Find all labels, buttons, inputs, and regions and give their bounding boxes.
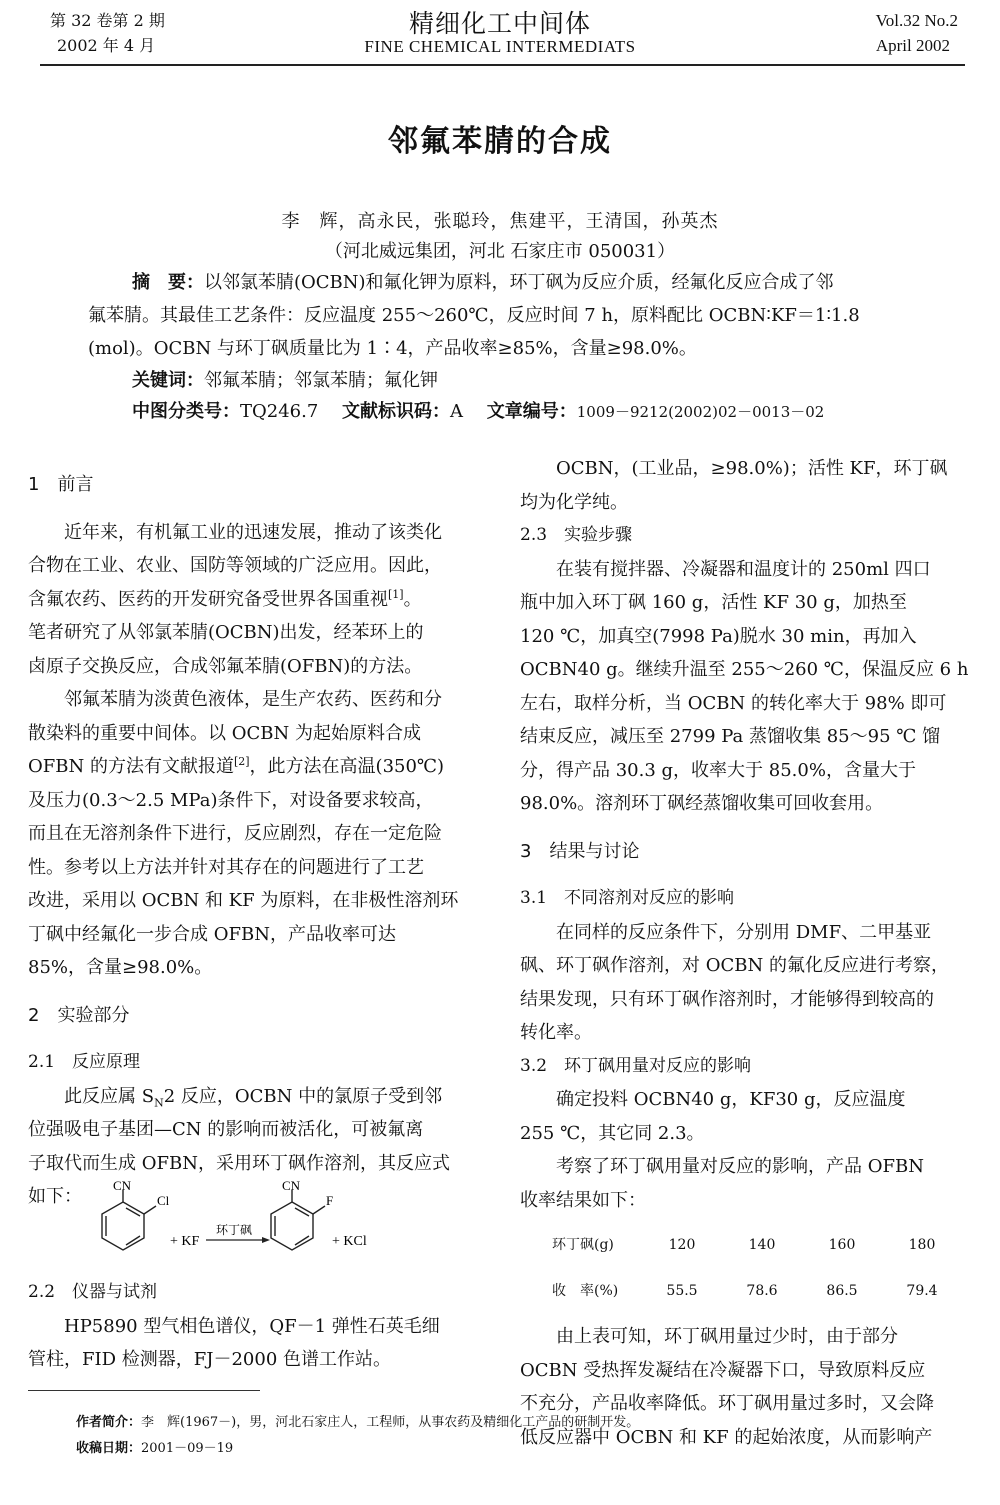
- volume-issue-en: Vol.32 No.2: [875, 11, 958, 30]
- paper-title: 邻氟苯腈的合成: [388, 124, 612, 159]
- plus-kf-label: + KF: [170, 1234, 200, 1249]
- classification: [132, 395, 824, 429]
- text-line: 由上表可知，环丁砜用量过少时，由于部分: [556, 1326, 898, 1347]
- cn-label: CN: [282, 1178, 301, 1193]
- subsection-heading: 2.2 仪器与试剂: [28, 1282, 158, 1302]
- table-cell: 120: [668, 1237, 696, 1253]
- abstract: [88, 266, 928, 365]
- text-line: [28, 583, 480, 617]
- text-line: 分，得产品 30.3 g，收率大于 85.0%，含量大于: [520, 759, 916, 781]
- article-no-value: 1009－9212(2002)02－0013－02: [576, 403, 825, 421]
- section-heading: 3 结果与讨论: [520, 840, 640, 862]
- abstract-label: 摘 要：: [132, 272, 204, 293]
- text-line: 管柱，FID 检测器，FJ－2000 色谱工作站。: [28, 1349, 391, 1370]
- paragraph: [28, 1310, 480, 1344]
- text-line: 瓶中加入环丁砜 160 g，活性 KF 30 g，加热至: [520, 592, 907, 613]
- footnote-rule: [28, 1390, 260, 1391]
- text-span: 此反应属 S: [64, 1085, 155, 1107]
- subsection-heading: 2.3 实验步骤: [520, 525, 633, 545]
- text-span: 。: [403, 588, 422, 610]
- text-line: 砜、环丁砜作溶剂，对 OCBN 的氟化反应进行考察，: [520, 955, 949, 976]
- paragraph: [28, 516, 480, 550]
- text-line: HP5890 型气相色谱仪，QF－1 弹性石英毛细: [64, 1315, 440, 1337]
- table-cell: 140: [748, 1237, 776, 1253]
- header-rule: [40, 64, 965, 66]
- affiliation: （河北威远集团，河北 石家庄市 050031）: [324, 241, 676, 262]
- text-line: OCBN，(工业品，≥98.0%)；活性 KF，环丁砜: [556, 458, 948, 479]
- abstract-line: 氟苯腈。其最佳工艺条件：反应温度 255～260℃，反应时间 7 h，原料配比 OCBN∶KF＝1∶1.8: [88, 305, 860, 326]
- keywords-label: 关键词：: [132, 370, 204, 391]
- abstract-line: (mol)。OCBN 与环丁砜质量比为 1∶4，产品收率≥85%，含量≥98.0%。: [88, 338, 697, 359]
- text-line: 收率结果如下：: [520, 1189, 646, 1211]
- text-line: 丁砜中经氟化一步合成 OFBN，产品收率可达: [28, 923, 396, 945]
- table-cell: 79.4: [906, 1282, 938, 1299]
- table-cell: 环丁砜(g): [552, 1237, 614, 1253]
- doc-code-value: A: [450, 401, 464, 422]
- text-line: OCBN 受热挥发凝结在冷凝器下口，导致原料反应: [520, 1359, 926, 1381]
- text-line: 散染料的重要中间体。以 OCBN 为起始原料合成: [28, 722, 421, 744]
- paragraph: [520, 916, 975, 950]
- text-line: 近年来，有机氟工业的迅速发展，推动了该类化: [64, 521, 442, 543]
- text-span: OFBN 的方法有文献报道: [28, 756, 234, 777]
- text-line: 性。参考以上方法并针对其存在的问题进行了工艺: [28, 856, 424, 878]
- article-no-label: 文章编号：: [486, 401, 577, 422]
- paragraph: [520, 1150, 975, 1184]
- text-line: 如下：: [28, 1186, 82, 1207]
- paragraph: [520, 1320, 975, 1354]
- table-cell: 收 率(%): [552, 1282, 619, 1299]
- table-row: [542, 1269, 962, 1315]
- table-cell: 180: [908, 1237, 936, 1253]
- paragraph: [28, 1080, 480, 1114]
- text-line: 及压力(0.3～2.5 MPa)条件下，对设备要求较高，: [28, 789, 434, 811]
- f-label: F: [326, 1193, 334, 1208]
- yield-table: [542, 1223, 962, 1314]
- subsection-heading: 3.1 不同溶剂对反应的影响: [520, 888, 735, 908]
- text-line: 邻氟苯腈为淡黄色液体，是生产农药、医药和分: [64, 689, 442, 710]
- subscript: N: [154, 1096, 164, 1110]
- paragraph: [520, 553, 975, 587]
- arrow-label: 环丁砜: [216, 1223, 253, 1237]
- text-span: 2 反应，OCBN 中的氯原子受到邻: [163, 1085, 443, 1107]
- table-cell: 86.5: [826, 1282, 858, 1299]
- date-en: April 2002: [875, 36, 950, 55]
- clc-label: 中图分类号：: [132, 401, 240, 422]
- text-line: 转化率。: [520, 1022, 592, 1043]
- left-column: [28, 468, 480, 1214]
- doc-code-label: 文献标识码：: [342, 401, 451, 422]
- keywords: [132, 364, 438, 397]
- received-label: 收稿日期：: [76, 1441, 142, 1456]
- text-line: 卤原子交换反应，合成邻氟苯腈(OFBN)的方法。: [28, 655, 423, 677]
- text-line: OCBN40 g。继续升温至 255～260 ℃，保温反应 6 h: [520, 659, 969, 680]
- text-line: [28, 750, 480, 784]
- text-span: 含氟农药、医药的开发研究备受世界各国重视: [28, 588, 388, 610]
- text-line: 98.0%。溶剂环丁砜经蒸馏收集可回收套用。: [520, 793, 884, 814]
- text-line: 不充分，产品收率降低。环丁砜用量过多时，又会降: [520, 1393, 934, 1414]
- text-line: 子取代而生成 OFBN，采用环丁砜作溶剂，其反应式: [28, 1152, 450, 1174]
- text-line: 位强吸电子基团—CN 的影响而被活化，可被氟离: [28, 1119, 424, 1140]
- text-line: 低反应器中 OCBN 和 KF 的起始浓度，从而影响产: [520, 1426, 933, 1448]
- plus-kcl-label: + KCl: [332, 1234, 367, 1249]
- cn-label: CN: [113, 1178, 132, 1193]
- received-value: 2001－09－19: [141, 1441, 234, 1456]
- paragraph: [520, 1083, 975, 1117]
- text-line: 左右，取样分析，当 OCBN 的转化率大于 98% 即可: [520, 692, 947, 714]
- text-line: 在同样的反应条件下，分别用 DMF、二甲基亚: [556, 921, 932, 943]
- citation: [2]: [233, 755, 250, 768]
- citation: [1]: [388, 587, 404, 601]
- text-line: 均为化学纯。: [520, 491, 628, 513]
- benzene-ring-ofbn: [271, 1190, 325, 1250]
- paragraph: [28, 683, 480, 717]
- table-cell: 55.5: [666, 1282, 698, 1299]
- journal-title-en: FINE CHEMICAL INTERMEDIATS: [364, 37, 636, 56]
- subsection-heading: 3.2 环丁砜用量对反应的影响: [520, 1055, 752, 1076]
- keywords-text: 邻氟苯腈；邻氯苯腈；氟化钾: [204, 370, 438, 391]
- text-line: 考察了环丁砜用量对反应的影响，产品 OFBN: [556, 1156, 924, 1177]
- text-line: 结果发现，只有环丁砜作溶剂时，才能够得到较高的: [520, 988, 934, 1010]
- section-heading: 1 前言: [28, 474, 94, 495]
- volume-issue-cn: 第 32 卷第 2 期: [50, 11, 165, 30]
- text-span: ，此方法在高温(350℃): [249, 756, 445, 777]
- bio-label: 作者简介：: [76, 1415, 142, 1430]
- authors: 李 辉，高永民，张聪玲，焦建平，王清国，孙英杰: [281, 211, 719, 232]
- section-heading: 2 实验部分: [28, 1004, 130, 1026]
- clc-value: TQ246.7: [240, 401, 319, 422]
- benzene-ring-ocbn: [102, 1190, 156, 1250]
- text-line: 85%，含量≥98.0%。: [28, 957, 213, 978]
- table-row: [542, 1223, 962, 1269]
- text-line: 结束反应，减压至 2799 Pa 蒸馏收集 85～95 ℃ 馏: [520, 726, 941, 747]
- arrow-head: [262, 1237, 270, 1243]
- abstract-line: 以邻氯苯腈(OCBN)和氟化钾为原料，环丁砜为反应介质，经氟化反应合成了邻: [204, 272, 834, 293]
- text-line: 确定投料 OCBN40 g，KF30 g，反应温度: [556, 1089, 906, 1110]
- text-line: 在装有搅拌器、冷凝器和温度计的 250ml 四口: [556, 558, 931, 580]
- subsection-heading: 2.1 反应原理: [28, 1052, 141, 1072]
- bio-text: 李 辉(1967－)，男，河北石家庄人，工程师，从事农药及精细化工产品的研制开发。: [141, 1415, 640, 1430]
- reaction-scheme: [40, 1178, 480, 1278]
- text-line: 改进，采用以 OCBN 和 KF 为原料，在非极性溶剂环: [28, 890, 459, 911]
- received-date: [76, 1436, 233, 1462]
- left-column-end: [28, 1276, 480, 1377]
- table-cell: 78.6: [746, 1282, 778, 1299]
- cl-label: Cl: [157, 1193, 170, 1208]
- text-line: 而且在无溶剂条件下进行，反应剧烈，存在一定危险: [28, 823, 442, 844]
- table-cell: 160: [828, 1237, 856, 1253]
- text-line: 120 ℃，加真空(7998 Pa)脱水 30 min，再加入: [520, 625, 917, 647]
- paragraph: [520, 452, 975, 486]
- date-cn: 2002 年 4 月: [57, 36, 156, 55]
- text-line: 合物在工业、农业、国防等领域的广泛应用。因此，: [28, 555, 442, 576]
- right-column: [520, 452, 975, 1454]
- author-bio: [76, 1410, 639, 1436]
- text-line: 255 ℃，其它同 2.3。: [520, 1122, 705, 1144]
- journal-title-cn: 精细化工中间体: [408, 9, 591, 38]
- text-line: 笔者研究了从邻氯苯腈(OCBN)出发，经苯环上的: [28, 622, 424, 643]
